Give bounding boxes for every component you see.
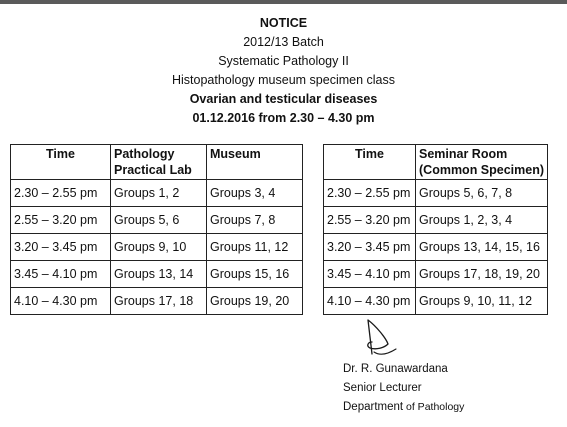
table-row <box>11 207 303 234</box>
time-cell: 3.20 – 3.45 pm <box>11 234 111 261</box>
museum-cell: Groups 7, 8 <box>207 207 303 234</box>
practical-lab-header-line2: Practical Lab <box>114 163 192 177</box>
course-line: Systematic Pathology II <box>218 54 349 68</box>
class-line: Histopathology museum specimen class <box>171 73 396 87</box>
museum-cell: Groups 3, 4 <box>207 180 303 207</box>
signatory-block <box>343 360 464 417</box>
seminar-room-cell: Groups 5, 6, 7, 8 <box>416 180 548 207</box>
notice-heading <box>0 14 567 128</box>
museum-cell: Groups 19, 20 <box>207 288 303 315</box>
time-header: Time <box>324 145 416 180</box>
date-time-line: 01.12.2016 from 2.30 – 4.30 pm <box>192 111 375 125</box>
seminar-room-header-line2: (Common Specimen) <box>419 163 545 177</box>
table-row <box>324 180 548 207</box>
time-cell: 4.10 – 4.30 pm <box>11 288 111 315</box>
museum-header: Museum <box>207 145 303 180</box>
table-row <box>11 234 303 261</box>
lab-cell: Groups 9, 10 <box>111 234 207 261</box>
seminar-room-cell: Groups 1, 2, 3, 4 <box>416 207 548 234</box>
seminar-room-header-line1: Seminar Room <box>419 147 508 161</box>
time-cell: 2.30 – 2.55 pm <box>11 180 111 207</box>
signatory-title: Senior Lecturer <box>343 382 422 394</box>
batch-line: 2012/13 Batch <box>243 35 324 49</box>
table-header-row <box>11 145 303 180</box>
lab-museum-schedule-table <box>10 144 303 315</box>
practical-lab-header <box>111 145 207 180</box>
table-row <box>11 180 303 207</box>
top-border <box>0 0 567 4</box>
lab-cell: Groups 1, 2 <box>111 180 207 207</box>
table-row <box>324 261 548 288</box>
department-suffix: of Pathology <box>403 401 465 413</box>
signatory-department <box>343 398 464 417</box>
signatory-name: Dr. R. Gunawardana <box>343 363 448 375</box>
time-cell: 4.10 – 4.30 pm <box>324 288 416 315</box>
lab-cell: Groups 17, 18 <box>111 288 207 315</box>
museum-cell: Groups 15, 16 <box>207 261 303 288</box>
table-row <box>11 288 303 315</box>
handwritten-signature <box>362 318 398 358</box>
time-cell: 2.30 – 2.55 pm <box>324 180 416 207</box>
seminar-room-cell: Groups 17, 18, 19, 20 <box>416 261 548 288</box>
seminar-room-cell: Groups 9, 10, 11, 12 <box>416 288 548 315</box>
table-row <box>324 288 548 315</box>
seminar-room-schedule-table <box>323 144 548 315</box>
time-cell: 3.20 – 3.45 pm <box>324 234 416 261</box>
seminar-room-cell: Groups 13, 14, 15, 16 <box>416 234 548 261</box>
topic-line: Ovarian and testicular diseases <box>189 92 378 106</box>
time-cell: 2.55 – 3.20 pm <box>11 207 111 234</box>
table-row <box>324 234 548 261</box>
practical-lab-header-line1: Pathology <box>114 147 175 161</box>
museum-cell: Groups 11, 12 <box>207 234 303 261</box>
seminar-room-header <box>416 145 548 180</box>
time-cell: 3.45 – 4.10 pm <box>11 261 111 288</box>
table-row <box>324 207 548 234</box>
lab-cell: Groups 5, 6 <box>111 207 207 234</box>
table-header-row <box>324 145 548 180</box>
department-prefix: Department <box>343 401 404 413</box>
time-cell: 2.55 – 3.20 pm <box>324 207 416 234</box>
time-header: Time <box>11 145 111 180</box>
lab-cell: Groups 13, 14 <box>111 261 207 288</box>
notice-title: NOTICE <box>259 16 308 30</box>
time-cell: 3.45 – 4.10 pm <box>324 261 416 288</box>
table-row <box>11 261 303 288</box>
